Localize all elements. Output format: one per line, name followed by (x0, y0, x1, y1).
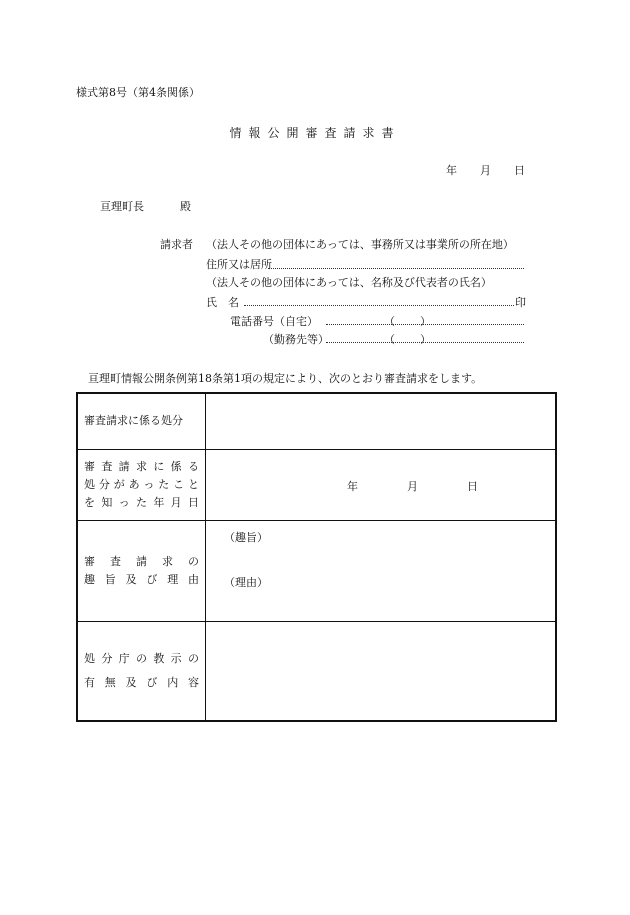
table-row (77, 520, 556, 621)
addressee (100, 198, 191, 214)
name-note: （法人その他の団体にあっては、名称及び代表者の氏名） (206, 276, 492, 289)
phone-work-label: （勤務先等） (263, 333, 329, 346)
purpose-reason-label-line: 趣 旨 及 び 理 由 (84, 572, 199, 586)
address-note: （法人その他の団体にあっては、事務所又は事業所の所在地） (206, 238, 514, 251)
phone-work-paren-close: ） (420, 333, 431, 346)
phone-work-paren-open: （ (384, 333, 395, 346)
knowledge-date-label-line: 処分があったこと (84, 477, 199, 491)
disposition-label: 審査請求に係る処分 (77, 393, 206, 449)
knowledge-date-field[interactable] (206, 449, 557, 520)
address-label: 住所又は居所 (206, 258, 272, 271)
request-table (76, 392, 557, 722)
name-label: 氏 名 (206, 296, 239, 309)
addressee-honorific: 殿 (180, 200, 191, 213)
address-field-line[interactable] (268, 268, 524, 269)
form-number: 様式第8号（第4条関係） (76, 86, 200, 99)
disposition-field[interactable] (206, 393, 557, 449)
table-row (77, 621, 556, 721)
document-title: 情報公開審査請求書 (229, 126, 401, 140)
knowledge-year-label: 年 (347, 479, 358, 493)
knowledge-date-label-line: 審査請求に係る (84, 459, 199, 473)
phone-home-paren-close: ） (420, 315, 431, 328)
seal-mark: 印 (515, 296, 526, 309)
purpose-reason-label (77, 520, 206, 621)
instruction-field[interactable] (206, 621, 557, 721)
instruction-label-line: 有無及び内容 (84, 675, 199, 689)
reason-heading: （理由） (224, 575, 268, 589)
knowledge-day-label: 日 (467, 479, 478, 493)
table-row (77, 449, 556, 520)
knowledge-date-label (77, 449, 206, 520)
knowledge-month-label: 月 (407, 479, 418, 493)
instruction-label (77, 621, 206, 721)
table-row (77, 393, 556, 449)
date-year-label: 年 (446, 164, 457, 177)
date-month-label: 月 (480, 164, 491, 177)
addressee-name: 亘理町長 (100, 200, 144, 213)
knowledge-date-label-line: を知った年月日 (84, 495, 199, 509)
purpose-heading: （趣旨） (224, 530, 268, 544)
intro-text: 亘理町情報公開条例第18条第1項の規定により、次のとおり審査請求をします。 (88, 372, 483, 385)
phone-home-label: 電話番号（自宅） (230, 315, 318, 328)
claimant-label: 請求者 (160, 238, 193, 251)
instruction-label-line: 処分庁の教示の (84, 651, 199, 665)
phone-home-paren-open: （ (384, 315, 395, 328)
purpose-reason-label-line: 審 査 請 求 の (84, 554, 199, 568)
purpose-reason-field[interactable] (206, 520, 557, 621)
name-field-line[interactable] (244, 305, 514, 306)
date-day-label: 日 (514, 164, 525, 177)
